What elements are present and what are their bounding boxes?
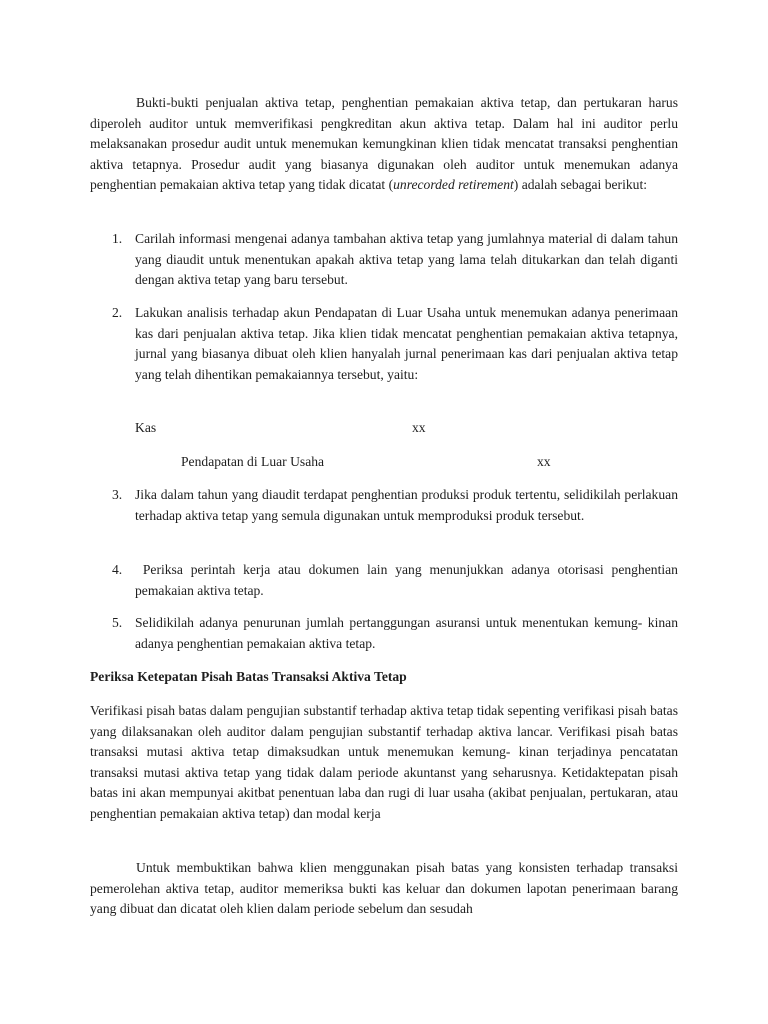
intro-text-end: ) adalah sebagai berikut: <box>513 177 648 192</box>
journal-credit-account: Pendapatan di Luar Usaha <box>181 454 325 469</box>
cutoff-evidence-paragraph: Untuk membuktikan bahwa klien menggunakan pisah batas yang konsisten terhadap transaksi pemerolehan aktiva tetap, auditor memeriksa bukti kas keluar dan dokumen lapotan penerimaan barang yang dibuat dan dicatat oleh klien dalam periode sebelum dan sesudah <box>90 860 678 916</box>
list-item-number: 2. <box>112 305 123 320</box>
list-item <box>90 229 678 291</box>
list-item-text: Periksa perintah kerja atau dokumen lain yang menunjukkan adanya otorisasi penghentian pemakaian aktiva tetap. <box>135 562 682 598</box>
intro-text: Bukti-bukti penjualan aktiva tetap, penghentian pemakaian aktiva tetap, dan pertukaran harus diperoleh auditor untuk memverifikasi pengkreditan akun aktiva tetap. Dalam hal ini auditor perlu melaksanakan prosedur audit untuk menemukan kemungkinan klien tidak mencatat transaksi penghentian aktiva tetapnya. Prosedur audit yang biasanya digunakan oleh auditor untuk menemukan adanya penghentian pemakaian aktiva tetap yang tidak dicatat ( <box>90 95 678 192</box>
list-item <box>90 303 678 385</box>
journal-debit-account: Kas <box>135 420 157 435</box>
intro-italic-term: unrecorded retirement <box>393 177 514 192</box>
section-heading: Periksa Ketepatan Pisah Batas Transaksi Aktiva Tetap <box>90 669 407 684</box>
list-item-number: 5. <box>112 615 123 630</box>
list-item <box>90 560 682 601</box>
journal-credit-amount: xx <box>537 454 551 469</box>
list-item <box>90 485 678 526</box>
list-item-text: Carilah informasi mengenai adanya tambahan aktiva tetap yang jumlahnya material di dalam tahun yang diaudit untuk menentukan apakah aktiva tetap yang lama telah ditukarkan dan telah diganti dengan aktiva tetap yang baru tersebut. <box>135 231 678 287</box>
list-item-number: 1. <box>112 231 123 246</box>
list-item-number: 4. <box>112 562 123 577</box>
journal-debit-amount: xx <box>412 420 426 435</box>
intro-paragraph <box>90 93 678 196</box>
list-item-text: Selidikilah adanya penurunan jumlah pertanggungan asuransi untuk menentukan kemung- kinan adanya penghentian pemakaian aktiva tetap. <box>135 615 678 651</box>
list-item-number: 3. <box>112 487 123 502</box>
list-item-text: Lakukan analisis terhadap akun Pendapatan di Luar Usaha untuk menemukan adanya penerimaan kas dari penjualan aktiva tetap. Jika klien tidak mencatat penghentian pemakaian aktiva tetapnya, jurnal yang biasanya dibuat oleh klien hanyalah jurnal penerimaan kas dari penjualan aktiva tetap yang telah dihentikan pemakaiannya tersebut, yaitu: <box>135 305 678 382</box>
cutoff-paragraph: Verifikasi pisah batas dalam pengujian substantif terhadap aktiva tetap tidak sepenting verifikasi pisah batas yang dilaksanakan oleh auditor dalam pengujian substantif terhadap aktiva lancar. Verifikasi pisah batas transaksi mutasi aktiva tetap dimaksudkan untuk menemukan kemung- kinan terjadinya pencatatan transaksi mutasi aktiva tetap yang tidak dalam periode akuntanst yang seharusnya. Ketidaktepatan pisah batas ini akan mempunyai akitbat penentuan laba dan rugi di luar usaha (akibat penjualan, pertukaran, atau penghentian pemakaian aktiva tetap) dan modal kerja <box>90 703 678 821</box>
list-item-text: Jika dalam tahun yang diaudit terdapat penghentian produksi produk tertentu, selidikilah perlakuan terhadap aktiva tetap yang semula digunakan untuk memproduksi produk tersebut. <box>135 487 678 523</box>
list-item <box>90 613 678 654</box>
